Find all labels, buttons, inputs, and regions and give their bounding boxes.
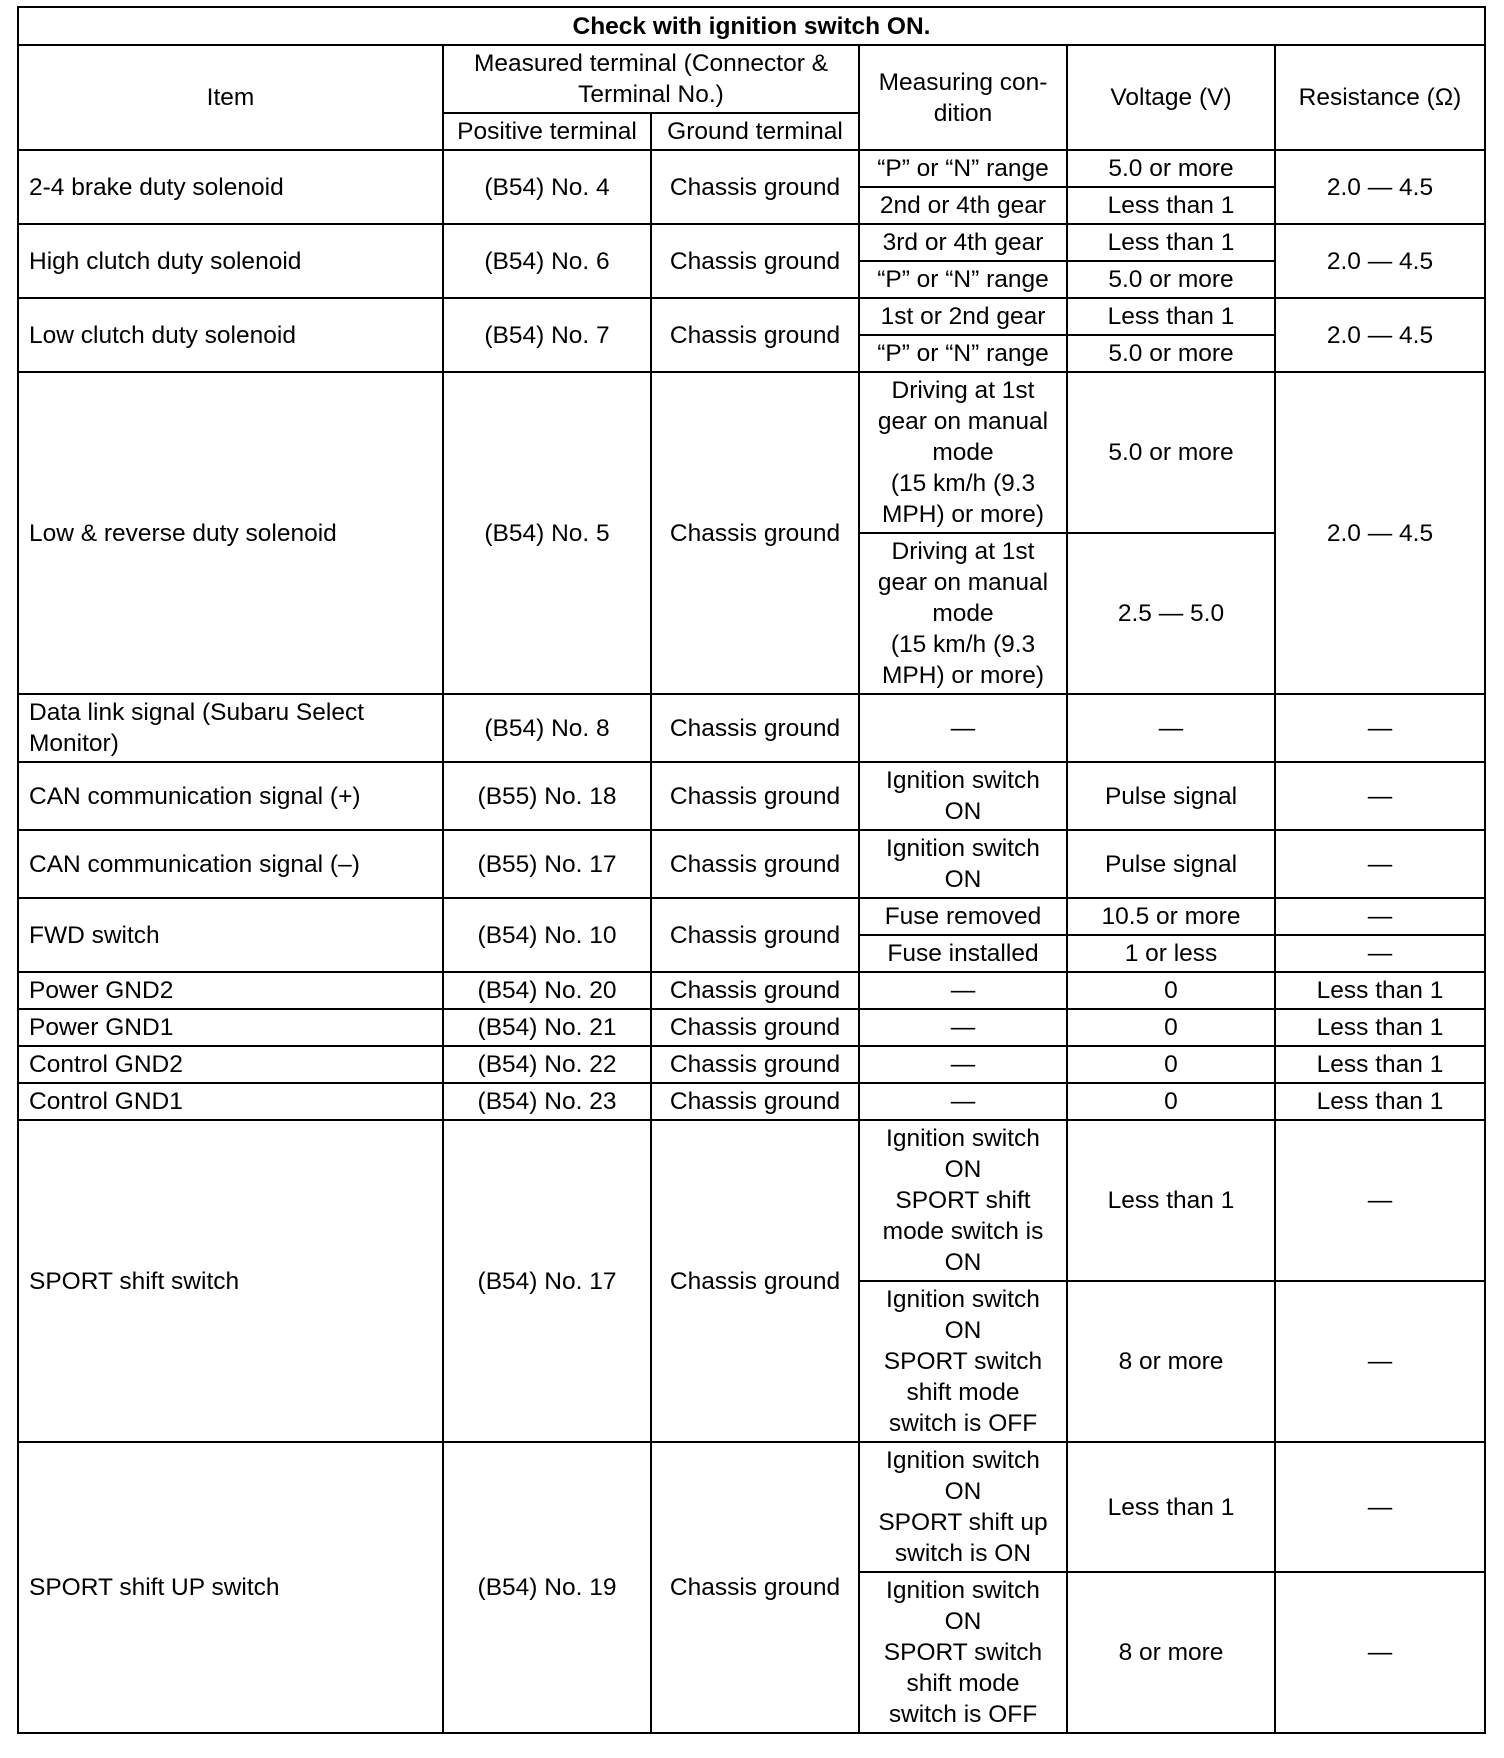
resistance-cell: Less than 1 [1275,1083,1485,1120]
item-cell: CAN communication signal (–) [18,830,443,898]
resistance-cell: 2.0 — 4.5 [1275,372,1485,694]
item-cell: Power GND2 [18,972,443,1009]
voltage-cell: 5.0 or more [1067,372,1275,533]
table-title: Check with ignition switch ON. [18,7,1485,45]
item-cell: Low & reverse duty solenoid [18,372,443,694]
positive-terminal-cell: (B54) No. 8 [443,694,651,762]
item-cell: SPORT shift switch [18,1120,443,1442]
ground-terminal-cell: Chassis ground [651,898,859,972]
item-cell: Low clutch duty solenoid [18,298,443,372]
positive-terminal-cell: (B54) No. 17 [443,1120,651,1442]
table-row [18,1009,1485,1046]
resistance-cell: — [1275,830,1485,898]
resistance-cell: — [1275,935,1485,972]
resistance-cell: — [1275,1442,1485,1572]
condition-cell: Ignition switch ON SPORT shift up switch is ON [859,1442,1067,1572]
voltage-cell: 10.5 or more [1067,898,1275,935]
positive-terminal-cell: (B54) No. 23 [443,1083,651,1120]
positive-terminal-cell: (B54) No. 21 [443,1009,651,1046]
condition-cell: 2nd or 4th gear [859,187,1067,224]
table-row [18,1083,1485,1120]
voltage-cell: 8 or more [1067,1281,1275,1442]
resistance-cell: — [1275,762,1485,830]
header-measuring-condition: Measuring con- dition [859,45,1067,150]
condition-cell: Fuse removed [859,898,1067,935]
ground-terminal-cell: Chassis ground [651,762,859,830]
header-item: Item [18,45,443,150]
table-row [18,694,1485,762]
ground-terminal-cell: Chassis ground [651,224,859,298]
condition-cell: — [859,972,1067,1009]
header-measured-terminal: Measured terminal (Connector & Terminal No.) [443,45,859,113]
header-ground-terminal: Ground terminal [651,113,859,150]
item-cell: High clutch duty solenoid [18,224,443,298]
spec-table [17,6,1486,1734]
condition-cell: Ignition switch ON SPORT shift mode switch is ON [859,1120,1067,1281]
table-row [18,830,1485,898]
voltage-cell: Less than 1 [1067,1120,1275,1281]
ground-terminal-cell: Chassis ground [651,298,859,372]
condition-cell: Fuse installed [859,935,1067,972]
voltage-cell: 0 [1067,1083,1275,1120]
voltage-cell: 5.0 or more [1067,150,1275,187]
condition-cell: — [859,1009,1067,1046]
header-voltage: Voltage (V) [1067,45,1275,150]
ground-terminal-cell: Chassis ground [651,1442,859,1733]
condition-cell: Ignition switch ON [859,830,1067,898]
resistance-cell: Less than 1 [1275,972,1485,1009]
positive-terminal-cell: (B54) No. 5 [443,372,651,694]
positive-terminal-cell: (B54) No. 4 [443,150,651,224]
voltage-cell: 1 or less [1067,935,1275,972]
condition-cell: Driving at 1st gear on manual mode (15 km/h (9.3 MPH) or more) [859,372,1067,533]
voltage-cell: — [1067,694,1275,762]
resistance-cell: 2.0 — 4.5 [1275,298,1485,372]
voltage-cell: Less than 1 [1067,224,1275,261]
resistance-cell: 2.0 — 4.5 [1275,224,1485,298]
ground-terminal-cell: Chassis ground [651,1083,859,1120]
ground-terminal-cell: Chassis ground [651,972,859,1009]
table-row [18,298,1485,335]
condition-cell: — [859,694,1067,762]
condition-cell: Ignition switch ON SPORT switch shift mode switch is OFF [859,1572,1067,1733]
voltage-cell: 0 [1067,1046,1275,1083]
table-row [18,898,1485,935]
item-cell: CAN communication signal (+) [18,762,443,830]
voltage-cell: Less than 1 [1067,1442,1275,1572]
resistance-cell: — [1275,1572,1485,1733]
ground-terminal-cell: Chassis ground [651,372,859,694]
condition-cell: Driving at 1st gear on manual mode (15 km/h (9.3 MPH) or more) [859,533,1067,694]
resistance-cell: 2.0 — 4.5 [1275,150,1485,224]
resistance-cell: Less than 1 [1275,1046,1485,1083]
voltage-cell: Less than 1 [1067,187,1275,224]
item-cell: Control GND1 [18,1083,443,1120]
condition-cell: — [859,1083,1067,1120]
positive-terminal-cell: (B54) No. 6 [443,224,651,298]
resistance-cell: Less than 1 [1275,1009,1485,1046]
resistance-cell: — [1275,1281,1485,1442]
item-cell: SPORT shift UP switch [18,1442,443,1733]
ground-terminal-cell: Chassis ground [651,1009,859,1046]
item-cell: Control GND2 [18,1046,443,1083]
positive-terminal-cell: (B54) No. 19 [443,1442,651,1733]
item-cell: Data link signal (Subaru Select Monitor) [18,694,443,762]
resistance-cell: — [1275,694,1485,762]
item-cell: FWD switch [18,898,443,972]
table-row [18,1046,1485,1083]
condition-cell: Ignition switch ON SPORT switch shift mode switch is OFF [859,1281,1067,1442]
voltage-cell: 5.0 or more [1067,261,1275,298]
condition-cell: “P” or “N” range [859,335,1067,372]
table-row [18,972,1485,1009]
condition-cell: “P” or “N” range [859,261,1067,298]
condition-cell: — [859,1046,1067,1083]
ground-terminal-cell: Chassis ground [651,830,859,898]
condition-cell: 1st or 2nd gear [859,298,1067,335]
ground-terminal-cell: Chassis ground [651,1120,859,1442]
condition-cell: 3rd or 4th gear [859,224,1067,261]
voltage-cell: 0 [1067,972,1275,1009]
resistance-cell: — [1275,898,1485,935]
positive-terminal-cell: (B55) No. 18 [443,762,651,830]
ground-terminal-cell: Chassis ground [651,1046,859,1083]
condition-cell: Ignition switch ON [859,762,1067,830]
header-positive-terminal: Positive terminal [443,113,651,150]
voltage-cell: Pulse signal [1067,830,1275,898]
voltage-cell: 0 [1067,1009,1275,1046]
positive-terminal-cell: (B55) No. 17 [443,830,651,898]
voltage-cell: 8 or more [1067,1572,1275,1733]
voltage-cell: Less than 1 [1067,298,1275,335]
condition-cell: “P” or “N” range [859,150,1067,187]
header-resistance: Resistance (Ω) [1275,45,1485,150]
voltage-cell: Pulse signal [1067,762,1275,830]
table-row [18,1120,1485,1281]
item-cell: 2-4 brake duty solenoid [18,150,443,224]
table-row [18,150,1485,187]
voltage-cell: 5.0 or more [1067,335,1275,372]
positive-terminal-cell: (B54) No. 10 [443,898,651,972]
spec-table-container [17,6,1484,1734]
ground-terminal-cell: Chassis ground [651,694,859,762]
positive-terminal-cell: (B54) No. 7 [443,298,651,372]
voltage-cell: 2.5 — 5.0 [1067,533,1275,694]
table-row [18,224,1485,261]
positive-terminal-cell: (B54) No. 22 [443,1046,651,1083]
item-cell: Power GND1 [18,1009,443,1046]
table-row [18,762,1485,830]
table-row [18,1442,1485,1572]
positive-terminal-cell: (B54) No. 20 [443,972,651,1009]
resistance-cell: — [1275,1120,1485,1281]
ground-terminal-cell: Chassis ground [651,150,859,224]
table-row [18,372,1485,533]
